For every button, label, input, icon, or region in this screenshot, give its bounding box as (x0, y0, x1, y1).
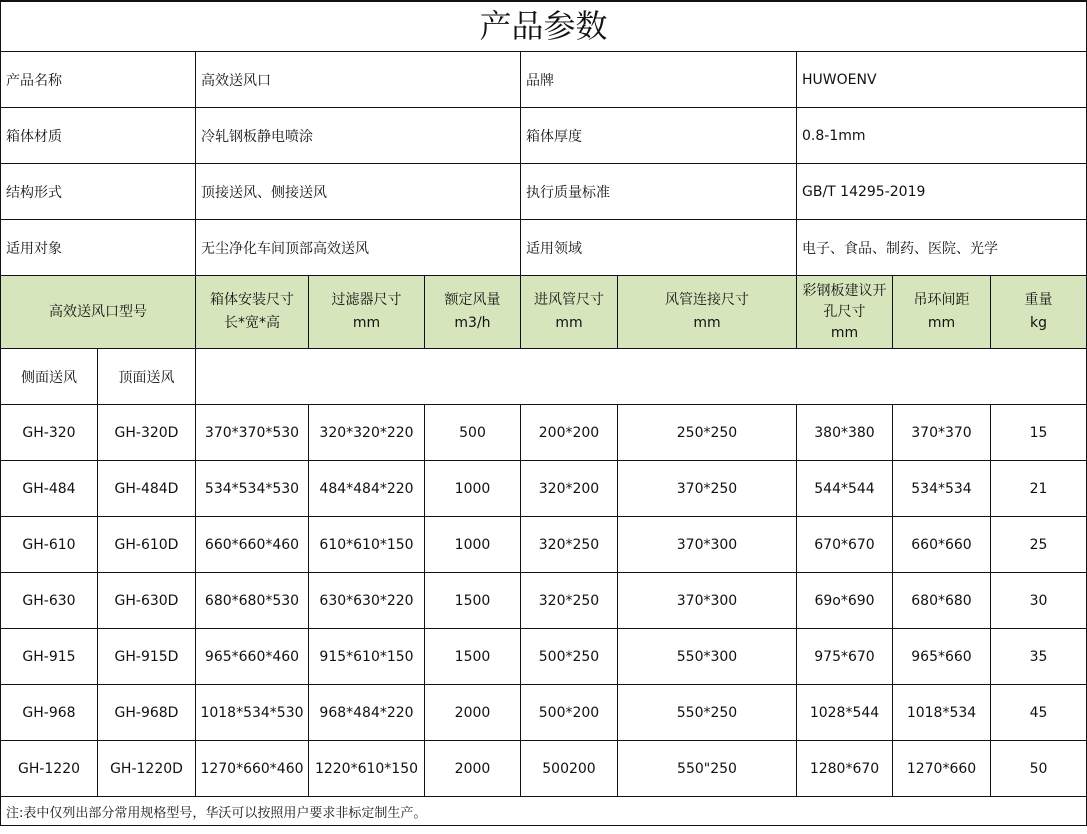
header-line: 彩钢板建议开 (802, 282, 887, 299)
cell: GH-484D (98, 461, 196, 517)
cell: 965*660*460 (196, 629, 309, 685)
spec-header-row (1, 276, 1087, 349)
cell: 968*484*220 (309, 685, 425, 741)
cell: 975*670 (797, 629, 893, 685)
cell: 69o*690 (797, 573, 893, 629)
info-label: 箱体厚度 (521, 108, 797, 164)
cell: 1000 (425, 517, 521, 573)
cell: GH-630 (1, 573, 98, 629)
header-line: 孔尺寸 (823, 303, 866, 320)
cell: 21 (991, 461, 1087, 517)
cell: GH-484 (1, 461, 98, 517)
info-row (1, 220, 1087, 276)
info-label: 适用对象 (1, 220, 196, 276)
cell: 200*200 (521, 405, 618, 461)
header-weight (991, 276, 1087, 349)
cell: 965*660 (893, 629, 991, 685)
info-label: 适用领域 (521, 220, 797, 276)
cell: 1018*534 (893, 685, 991, 741)
header-line: 风管连接尺寸 (665, 292, 749, 308)
header-ring (893, 276, 991, 349)
sub-header-row (1, 349, 1087, 405)
header-line: mm (352, 315, 381, 331)
cell: 660*660*460 (196, 517, 309, 573)
header-line: 过滤器尺寸 (331, 292, 402, 308)
table-row (1, 685, 1087, 741)
info-value: 顶接送风、侧接送风 (196, 164, 521, 220)
cell: GH-320 (1, 405, 98, 461)
info-label: 产品名称 (1, 52, 196, 108)
cell: 370*370 (893, 405, 991, 461)
table-row (1, 741, 1087, 797)
sub-header-side: 侧面送风 (1, 349, 98, 405)
table-row (1, 461, 1087, 517)
cell: 500*250 (521, 629, 618, 685)
table-row (1, 573, 1087, 629)
footnote: 注:表中仅列出部分常用规格型号，华沃可以按照用户要求非标定制生产。 (1, 797, 1087, 826)
cell: 35 (991, 629, 1087, 685)
header-inlet (521, 276, 618, 349)
table-row (1, 517, 1087, 573)
table-row (1, 405, 1087, 461)
cell: 680*680*530 (196, 573, 309, 629)
cell: 534*534 (893, 461, 991, 517)
note-row (1, 797, 1087, 826)
cell: GH-968 (1, 685, 98, 741)
cell: GH-320D (98, 405, 196, 461)
cell: 320*250 (521, 517, 618, 573)
cell: GH-630D (98, 573, 196, 629)
info-value: 高效送风口 (196, 52, 521, 108)
cell: 915*610*150 (309, 629, 425, 685)
info-label: 执行质量标准 (521, 164, 797, 220)
cell: 320*320*220 (309, 405, 425, 461)
info-row (1, 52, 1087, 108)
header-line: 额定风量 (444, 292, 501, 308)
header-line: mm (830, 324, 859, 341)
info-label: 箱体材质 (1, 108, 196, 164)
cell: 550*300 (618, 629, 797, 685)
cell: GH-610 (1, 517, 98, 573)
cell: GH-1220 (1, 741, 98, 797)
cell: 250*250 (618, 405, 797, 461)
cell: GH-610D (98, 517, 196, 573)
header-line: mm (555, 315, 583, 331)
cell: GH-968D (98, 685, 196, 741)
info-value: 冷轧钢板静电喷涂 (196, 108, 521, 164)
cell: 484*484*220 (309, 461, 425, 517)
cell: GH-915 (1, 629, 98, 685)
info-value: 0.8-1mm (797, 108, 1087, 164)
cell: 544*544 (797, 461, 893, 517)
cell: 500*200 (521, 685, 618, 741)
header-filter-size (309, 276, 425, 349)
info-value: 电子、食品、制药、医院、光学 (797, 220, 1087, 276)
cell: 550*250 (618, 685, 797, 741)
cell: 630*630*220 (309, 573, 425, 629)
cell: GH-915D (98, 629, 196, 685)
cell: 680*680 (893, 573, 991, 629)
info-value: GB/T 14295-2019 (797, 164, 1087, 220)
cell: 370*300 (618, 517, 797, 573)
cell: 25 (991, 517, 1087, 573)
header-airflow (425, 276, 521, 349)
header-line: 吊环间距 (913, 292, 970, 308)
cell: 660*660 (893, 517, 991, 573)
page-title: 产品参数 (1, 1, 1087, 52)
table-row (1, 629, 1087, 685)
header-line: 长*宽*高 (224, 315, 280, 331)
header-line: kg (1030, 315, 1048, 331)
cell: 1500 (425, 629, 521, 685)
cell: 500 (425, 405, 521, 461)
cell: 500200 (521, 741, 618, 797)
header-opening (797, 276, 893, 349)
info-value: 无尘净化车间顶部高效送风 (196, 220, 521, 276)
info-label: 品牌 (521, 52, 797, 108)
cell: 380*380 (797, 405, 893, 461)
header-duct (618, 276, 797, 349)
cell: 1000 (425, 461, 521, 517)
header-line: 箱体安装尺寸 (210, 292, 294, 308)
info-label: 结构形式 (1, 164, 196, 220)
cell: 1220*610*150 (309, 741, 425, 797)
info-row (1, 164, 1087, 220)
cell: 370*250 (618, 461, 797, 517)
cell: 2000 (425, 741, 521, 797)
cell: 1028*544 (797, 685, 893, 741)
header-line: m3/h (454, 315, 491, 331)
cell: 1270*660 (893, 741, 991, 797)
header-line: mm (693, 315, 721, 331)
cell: 2000 (425, 685, 521, 741)
cell: 534*534*530 (196, 461, 309, 517)
cell: 1270*660*460 (196, 741, 309, 797)
cell: 670*670 (797, 517, 893, 573)
cell: 15 (991, 405, 1087, 461)
header-line: 重量 (1024, 292, 1053, 308)
cell: 1280*670 (797, 741, 893, 797)
cell: 50 (991, 741, 1087, 797)
info-value: HUWOENV (797, 52, 1087, 108)
cell: 45 (991, 685, 1087, 741)
cell: 30 (991, 573, 1087, 629)
header-box-size (196, 276, 309, 349)
cell: 370*370*530 (196, 405, 309, 461)
header-line: 进风管尺寸 (534, 292, 604, 308)
cell: 610*610*150 (309, 517, 425, 573)
header-model: 高效送风口型号 (1, 276, 196, 349)
cell: 370*300 (618, 573, 797, 629)
sub-header-top: 顶面送风 (98, 349, 196, 405)
info-row (1, 108, 1087, 164)
cell: 1500 (425, 573, 521, 629)
cell: GH-1220D (98, 741, 196, 797)
header-line: mm (927, 315, 956, 331)
cell: 550"250 (618, 741, 797, 797)
cell: 320*250 (521, 573, 618, 629)
cell: 1018*534*530 (196, 685, 309, 741)
cell: 320*200 (521, 461, 618, 517)
sub-header-blank (196, 349, 1087, 405)
